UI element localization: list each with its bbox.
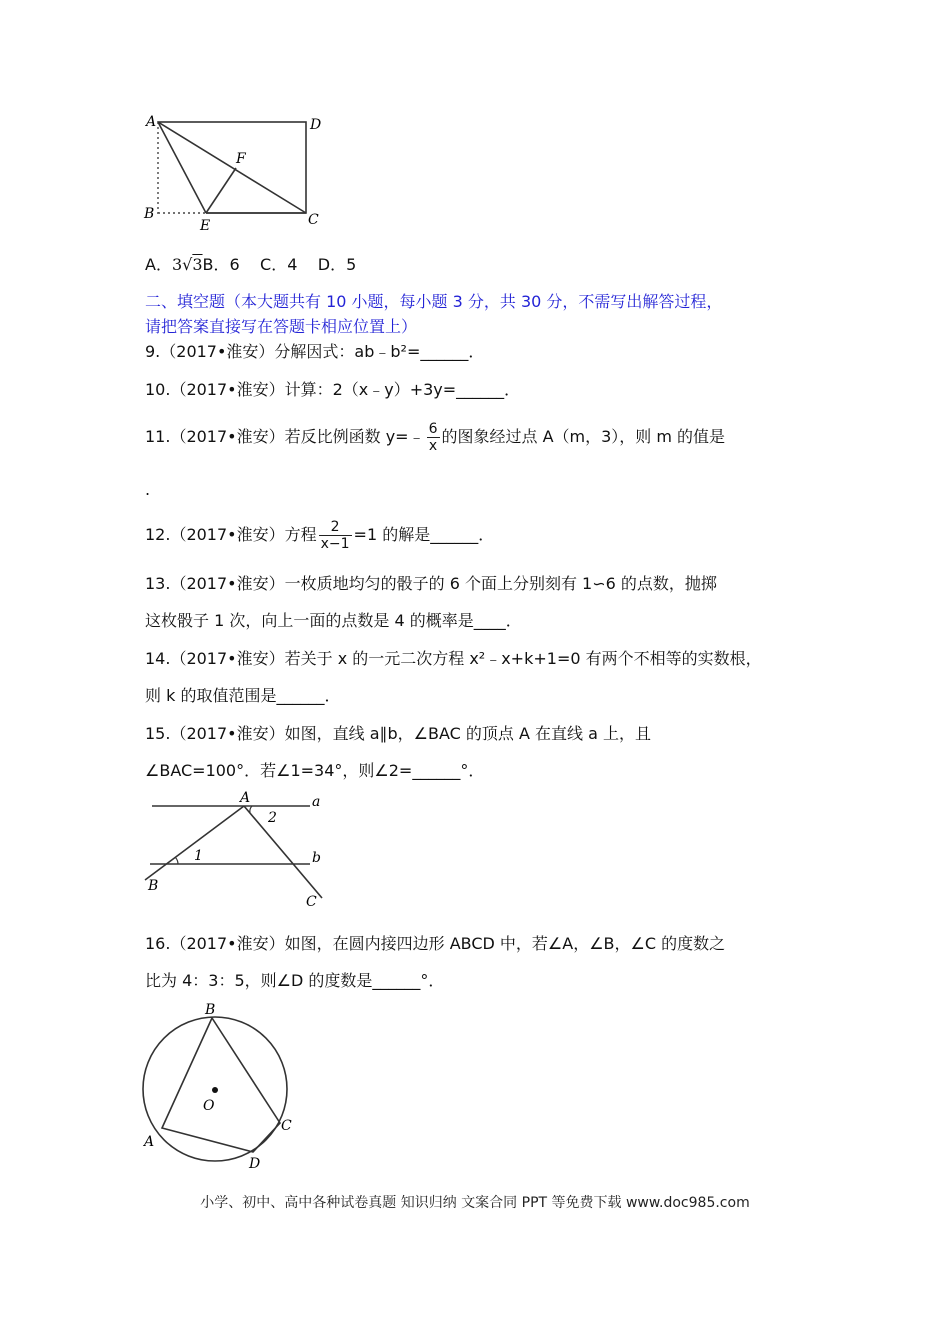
option-b: B．6	[202, 255, 240, 274]
label-angle-1: 1	[194, 848, 203, 864]
label-C: C	[306, 894, 317, 910]
diagonal-AC	[158, 122, 306, 213]
fraction-2-over-x-minus-1: $\frac{2}{x-1}$	[320, 519, 350, 552]
label-B: B	[148, 878, 159, 894]
angle-1-arc	[175, 857, 178, 864]
label-angle-2: 2	[268, 810, 277, 826]
question-15-line2: ∠BAC=100°．若∠1=34°，则∠2=______°．	[145, 761, 485, 780]
label-b: b	[312, 850, 321, 866]
label-A: A	[240, 790, 251, 806]
rectangle-fold-figure	[140, 110, 340, 235]
angle-2-arc	[250, 806, 252, 813]
sqrt-expression: 3√3	[171, 255, 203, 274]
label-O: O	[203, 1098, 215, 1114]
quadrilateral-ABCD	[162, 1018, 280, 1152]
question-13-line1: 13.（2017•淮安）一枚质地均匀的骰子的 6 个面上分别刻有 1∽6 的点数，抛掷	[145, 574, 717, 593]
question-9: 9.（2017•淮安）分解因式：ab﹣b²=______．	[145, 342, 485, 361]
label-C: C	[308, 212, 319, 228]
label-D: D	[310, 117, 322, 133]
option-c: C．4	[260, 255, 298, 274]
segment-EF	[206, 168, 236, 213]
fold-line-AE	[158, 122, 206, 213]
fraction-6-over-x: $\frac{6}{x}$	[428, 421, 438, 454]
label-D: D	[249, 1156, 261, 1172]
question-14-line2: 则 k 的取值范围是______．	[145, 686, 341, 705]
question-15-line1: 15.（2017•淮安）如图，直线 a∥b，∠BAC 的顶点 A 在直线 a 上，且	[145, 724, 651, 743]
question-10: 10.（2017•淮安）计算：2（x﹣y）+3y=______．	[145, 380, 521, 399]
ray-AC	[244, 806, 322, 898]
question-11: 11.（2017•淮安）若反比例函数 y=﹣ $\frac{6}{x}$ 的图象经过点 A（m，3），则 m 的值是	[145, 421, 726, 454]
inscribed-quadrilateral-figure	[135, 1000, 310, 1175]
label-F: F	[236, 151, 246, 167]
option-a-label: A．	[145, 255, 172, 274]
label-E: E	[200, 218, 211, 234]
question-16-line2: 比为 4：3：5，则∠D 的度数是______°．	[145, 971, 445, 990]
label-A: A	[144, 1134, 155, 1150]
label-a: a	[312, 794, 321, 810]
question-14-line1: 14.（2017•淮安）若关于 x 的一元二次方程 x²﹣x+k+1=0 有两个不相等的实数根，	[145, 649, 762, 668]
ray-AB	[145, 806, 244, 880]
parallel-lines-figure	[140, 790, 340, 910]
option-d: D．5	[317, 255, 357, 274]
label-B: B	[205, 1002, 216, 1018]
section2-heading-line1: 二、填空题（本大题共有 10 小题，每小题 3 分，共 30 分，不需写出解答过程，	[145, 292, 723, 311]
label-B: B	[144, 206, 155, 222]
page-footer: 小学、初中、高中各种试卷真题 知识归纳 文案合同 PPT 等免费下载 www.doc985.com	[200, 1195, 750, 1211]
section2-heading-line2: 请把答案直接写在答题卡相应位置上）	[145, 317, 418, 336]
label-A: A	[146, 114, 157, 130]
center-point-O	[212, 1087, 218, 1093]
q8-options	[145, 255, 356, 275]
question-16-line1: 16.（2017•淮安）如图，在圆内接四边形 ABCD 中，若∠A，∠B，∠C 的度数之	[145, 934, 726, 953]
question-13-line2: 这枚骰子 1 次，向上一面的点数是 4 的概率是____．	[145, 611, 522, 630]
question-11-continuation: .	[145, 480, 151, 499]
question-12: 12.（2017•淮安）方程 $\frac{2}{x-1}$ =1 的解是______．	[145, 519, 495, 552]
label-C: C	[281, 1118, 292, 1134]
